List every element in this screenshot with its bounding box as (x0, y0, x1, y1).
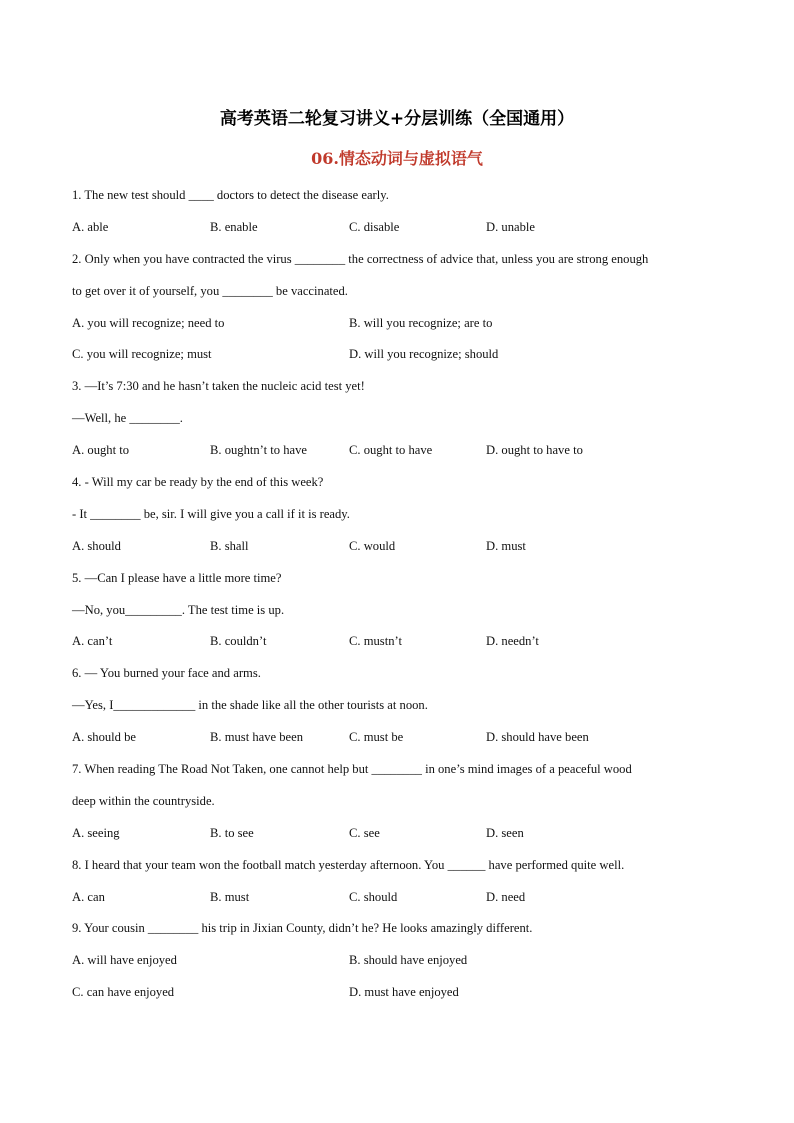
option-d: D. unable (486, 219, 535, 234)
question-7-options (72, 818, 722, 850)
option-c: C. should (349, 889, 398, 904)
option-b: B. must have been (210, 730, 304, 745)
option-d: D. should have been (486, 730, 589, 745)
question-2-options (72, 308, 722, 340)
option-a: A. can (72, 889, 105, 904)
question-9-options (72, 945, 722, 977)
option-b: B. must (210, 889, 250, 904)
option-b: B. will you recognize; are to (349, 315, 493, 330)
question-8-text: 8. I heard that your team won the football match yesterday afternoon. You ______ have performed quite well. (72, 857, 625, 872)
option-c: C. see (349, 825, 380, 840)
option-c: C. disable (349, 219, 400, 234)
option-b: B. to see (210, 825, 254, 840)
question-4-text: 4. - Will my car be ready by the end of this week? (72, 475, 324, 490)
option-c: C. can have enjoyed (72, 985, 175, 1000)
question-6-text: —Yes, I_____________ in the shade like all the other tourists at noon. (72, 698, 428, 713)
option-a: A. seeing (72, 825, 120, 840)
question-4-options (72, 531, 722, 563)
option-c: C. mustn’t (349, 634, 402, 649)
option-a: A. should (72, 538, 121, 553)
option-b: B. oughtn’t to have (210, 443, 308, 458)
option-c: C. ought to have (349, 443, 433, 458)
option-a: A. will have enjoyed (72, 953, 177, 968)
option-c: C. would (349, 538, 396, 553)
option-d: D. need (486, 889, 526, 904)
option-a: A. able (72, 219, 109, 234)
option-b: B. couldn’t (210, 634, 267, 649)
document-subtitle: 06.情态动词与虚拟语气 (311, 149, 483, 168)
option-a: A. ought to (72, 443, 130, 458)
question-3-options (72, 435, 722, 467)
option-c: C. you will recognize; must (72, 347, 212, 362)
question-1-options (72, 212, 722, 244)
option-c: C. must be (349, 730, 404, 745)
option-d: D. needn’t (486, 634, 539, 649)
option-d: D. will you recognize; should (349, 347, 499, 362)
question-8-options (72, 882, 722, 914)
option-d: D. seen (486, 825, 524, 840)
option-b: B. shall (210, 538, 249, 553)
option-a: A. you will recognize; need to (72, 315, 225, 330)
option-d: D. must have enjoyed (349, 985, 459, 1000)
question-2-options (72, 339, 722, 371)
question-9-text: 9. Your cousin ________ his trip in Jixian County, didn’t he? He looks amazingly different. (72, 921, 533, 936)
question-2-text: 2. Only when you have contracted the virus ________ the correctness of advice that, unless you are strong enough (72, 251, 649, 266)
question-7-text: 7. When reading The Road Not Taken, one cannot help but ________ in one’s mind images of a peaceful wood (72, 762, 632, 777)
question-5-text: —No, you_________. The test time is up. (72, 602, 285, 617)
option-b: B. should have enjoyed (349, 953, 468, 968)
question-2-text: to get over it of yourself, you ________ be vaccinated. (72, 283, 348, 298)
question-5-text: 5. —Can I please have a little more time? (72, 570, 282, 585)
question-7-text: deep within the countryside. (72, 793, 215, 808)
question-1-text: 1. The new test should ____ doctors to detect the disease early. (72, 188, 389, 202)
question-5-options (72, 626, 722, 658)
question-6-text: 6. — You burned your face and arms. (72, 666, 261, 681)
question-3-text: —Well, he ________. (72, 411, 183, 426)
option-d: D. ought to have to (486, 443, 583, 458)
question-9-options (72, 977, 722, 1009)
option-a: A. should be (72, 730, 137, 745)
option-a: A. can’t (72, 634, 113, 649)
question-3-text: 3. —It’s 7:30 and he hasn’t taken the nucleic acid test yet! (72, 379, 365, 394)
option-b: B. enable (210, 219, 258, 234)
document-title: 高考英语二轮复习讲义+分层训练（全国通用） (219, 109, 575, 129)
question-4-text: - It ________ be, sir. I will give you a call if it is ready. (72, 506, 350, 521)
question-6-options (72, 722, 722, 754)
option-d: D. must (486, 538, 526, 553)
question-list (72, 180, 722, 1009)
